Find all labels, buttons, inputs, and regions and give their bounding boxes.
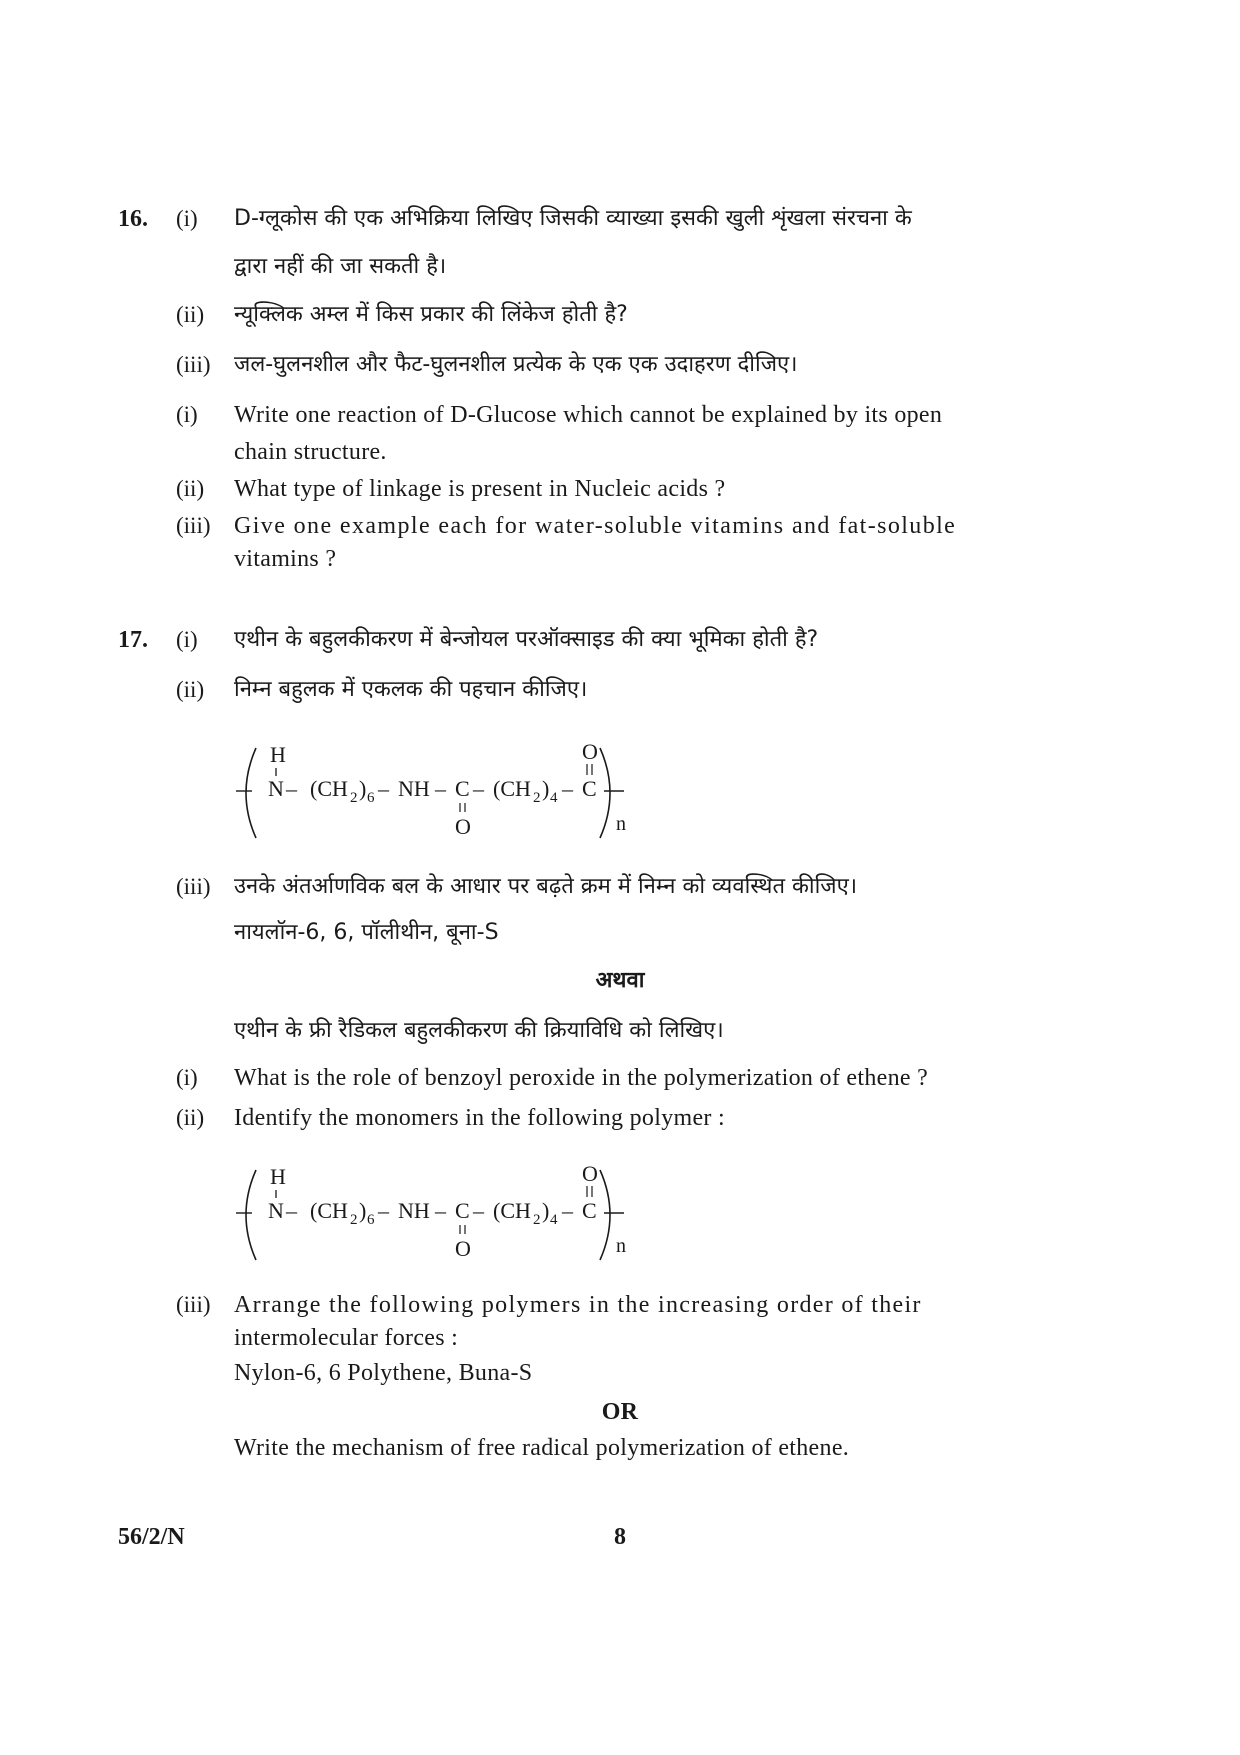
- svg-text:–: –: [435, 776, 446, 801]
- q17-en-i-text: What is the role of benzoyl peroxide in the polymerization of ethene ?: [234, 1065, 929, 1091]
- svg-text:–: –: [562, 1198, 573, 1223]
- svg-text:–: –: [378, 1198, 389, 1223]
- struct-h: H: [270, 742, 286, 767]
- right-bracket: [600, 1170, 610, 1260]
- right-bracket: [600, 748, 610, 838]
- svg-text:–: –: [378, 776, 389, 801]
- q17-hi-iii-text-line1: उनके अंतर्आणविक बल के आधार पर बढ़ते क्रम में निम्न को व्यवस्थित कीजिए।: [234, 874, 858, 899]
- left-bracket: [246, 1170, 256, 1260]
- q16-hi-i-text-line2: द्वारा नहीं की जा सकती है।: [234, 254, 447, 279]
- question-number-17: 17.: [118, 627, 148, 653]
- svg-text:2: 2: [350, 790, 358, 806]
- svg-text:2: 2: [350, 1212, 358, 1228]
- q16-en-iii-num: (iii): [176, 513, 211, 538]
- svg-text:(CH: (CH: [493, 1198, 531, 1223]
- question-number-16: 16.: [118, 206, 148, 232]
- svg-text:–: –: [286, 1198, 297, 1223]
- q16-en-iii-text-line2: vitamins ?: [234, 546, 337, 572]
- left-bracket: [246, 748, 256, 838]
- q17-hi-i-num: (i): [176, 627, 198, 652]
- struct-o2: O: [582, 739, 598, 764]
- struct-h: H: [270, 1164, 286, 1189]
- q17-en-ii-text: Identify the monomers in the following polymer :: [234, 1105, 725, 1131]
- svg-text:): ): [359, 1198, 367, 1223]
- struct-repeat-n: n: [616, 813, 626, 835]
- struct-c1: C: [455, 776, 470, 801]
- q16-hi-iii-text: जल-घुलनशील और फैट-घुलनशील प्रत्येक के एक एक उदाहरण दीजिए।: [234, 352, 798, 377]
- polymer-structure-hindi: [232, 738, 702, 848]
- paper-code: 56/2/N: [118, 1524, 185, 1550]
- struct-c2: C: [582, 1198, 597, 1223]
- q16-hi-ii-text: न्यूक्लिक अम्ल में किस प्रकार की लिंकेज होती है?: [234, 302, 628, 327]
- svg-text:4: 4: [550, 1212, 558, 1228]
- q16-en-ii-text: What type of linkage is present in Nucleic acids ?: [234, 476, 726, 502]
- q17-hi-iii-text-line2: नायलॉन-6, 6, पॉलीथीन, बूना-S: [234, 920, 499, 945]
- struct-o1: O: [455, 1236, 471, 1261]
- q17-hi-ii-text: निम्न बहुलक में एकलक की पहचान कीजिए।: [234, 677, 588, 702]
- struct-nh: NH: [398, 776, 430, 801]
- q17-en-iii-text-line3: Nylon-6, 6 Polythene, Buna-S: [234, 1360, 533, 1386]
- svg-text:–: –: [562, 776, 573, 801]
- q16-hi-iii-num: (iii): [176, 352, 211, 377]
- q16-en-i-text-line2: chain structure.: [234, 439, 387, 465]
- struct-c2: C: [582, 776, 597, 801]
- svg-text:–: –: [286, 776, 297, 801]
- struct-nh: NH: [398, 1198, 430, 1223]
- q17-hindi-or: अथवा: [595, 968, 645, 993]
- q17-en-iii-text-line1: Arrange the following polymers in the increasing order of their: [234, 1292, 922, 1318]
- svg-text:(CH: (CH: [493, 776, 531, 801]
- q17-hi-ii-num: (ii): [176, 677, 205, 702]
- q17-hindi-or-text: एथीन के फ्री रैडिकल बहुलकीकरण की क्रियाविधि को लिखिए।: [234, 1018, 724, 1043]
- svg-text:(CH: (CH: [310, 776, 348, 801]
- q17-en-i-num: (i): [176, 1065, 198, 1090]
- q17-english-or-text: Write the mechanism of free radical polymerization of ethene.: [234, 1435, 850, 1461]
- q16-hi-ii-num: (ii): [176, 302, 205, 327]
- svg-text:–: –: [473, 1198, 484, 1223]
- svg-text:4: 4: [550, 790, 558, 806]
- struct-o1: O: [455, 814, 471, 839]
- q17-en-iii-num: (iii): [176, 1292, 211, 1317]
- q16-en-i-num: (i): [176, 402, 198, 427]
- struct-n: N: [268, 776, 284, 801]
- svg-text:): ): [359, 776, 367, 801]
- svg-text:–: –: [435, 1198, 446, 1223]
- q17-en-iii-text-line2: intermolecular forces :: [234, 1325, 459, 1351]
- svg-text:(CH: (CH: [310, 1198, 348, 1223]
- struct-n: N: [268, 1198, 284, 1223]
- page-number: 8: [614, 1524, 626, 1550]
- q16-en-i-text-line1: Write one reaction of D-Glucose which cannot be explained by its open: [234, 402, 943, 428]
- q17-hi-iii-num: (iii): [176, 874, 211, 899]
- q16-hi-i-num: (i): [176, 206, 198, 231]
- svg-text:): ): [542, 776, 550, 801]
- q16-en-ii-num: (ii): [176, 476, 205, 501]
- svg-text:6: 6: [367, 1212, 375, 1228]
- svg-text:2: 2: [533, 790, 541, 806]
- svg-text:–: –: [473, 776, 484, 801]
- svg-text:2: 2: [533, 1212, 541, 1228]
- polymer-structure-english: [232, 1160, 702, 1270]
- q17-english-or: OR: [601, 1399, 639, 1425]
- struct-o2: O: [582, 1161, 598, 1186]
- q16-en-iii-text-line1: Give one example each for water-soluble vitamins and fat-soluble: [234, 513, 957, 539]
- svg-text:): ): [542, 1198, 550, 1223]
- q17-en-ii-num: (ii): [176, 1105, 205, 1130]
- q17-hi-i-text: एथीन के बहुलकीकरण में बेन्जोयल परऑक्साइड की क्या भूमिका होती है?: [234, 627, 819, 652]
- svg-text:6: 6: [367, 790, 375, 806]
- struct-c1: C: [455, 1198, 470, 1223]
- q16-hi-i-text-line1: D-ग्लूकोस की एक अभिक्रिया लिखिए जिसकी व्याख्या इसकी खुली शृंखला संरचना के: [234, 206, 912, 231]
- struct-repeat-n: n: [616, 1235, 626, 1257]
